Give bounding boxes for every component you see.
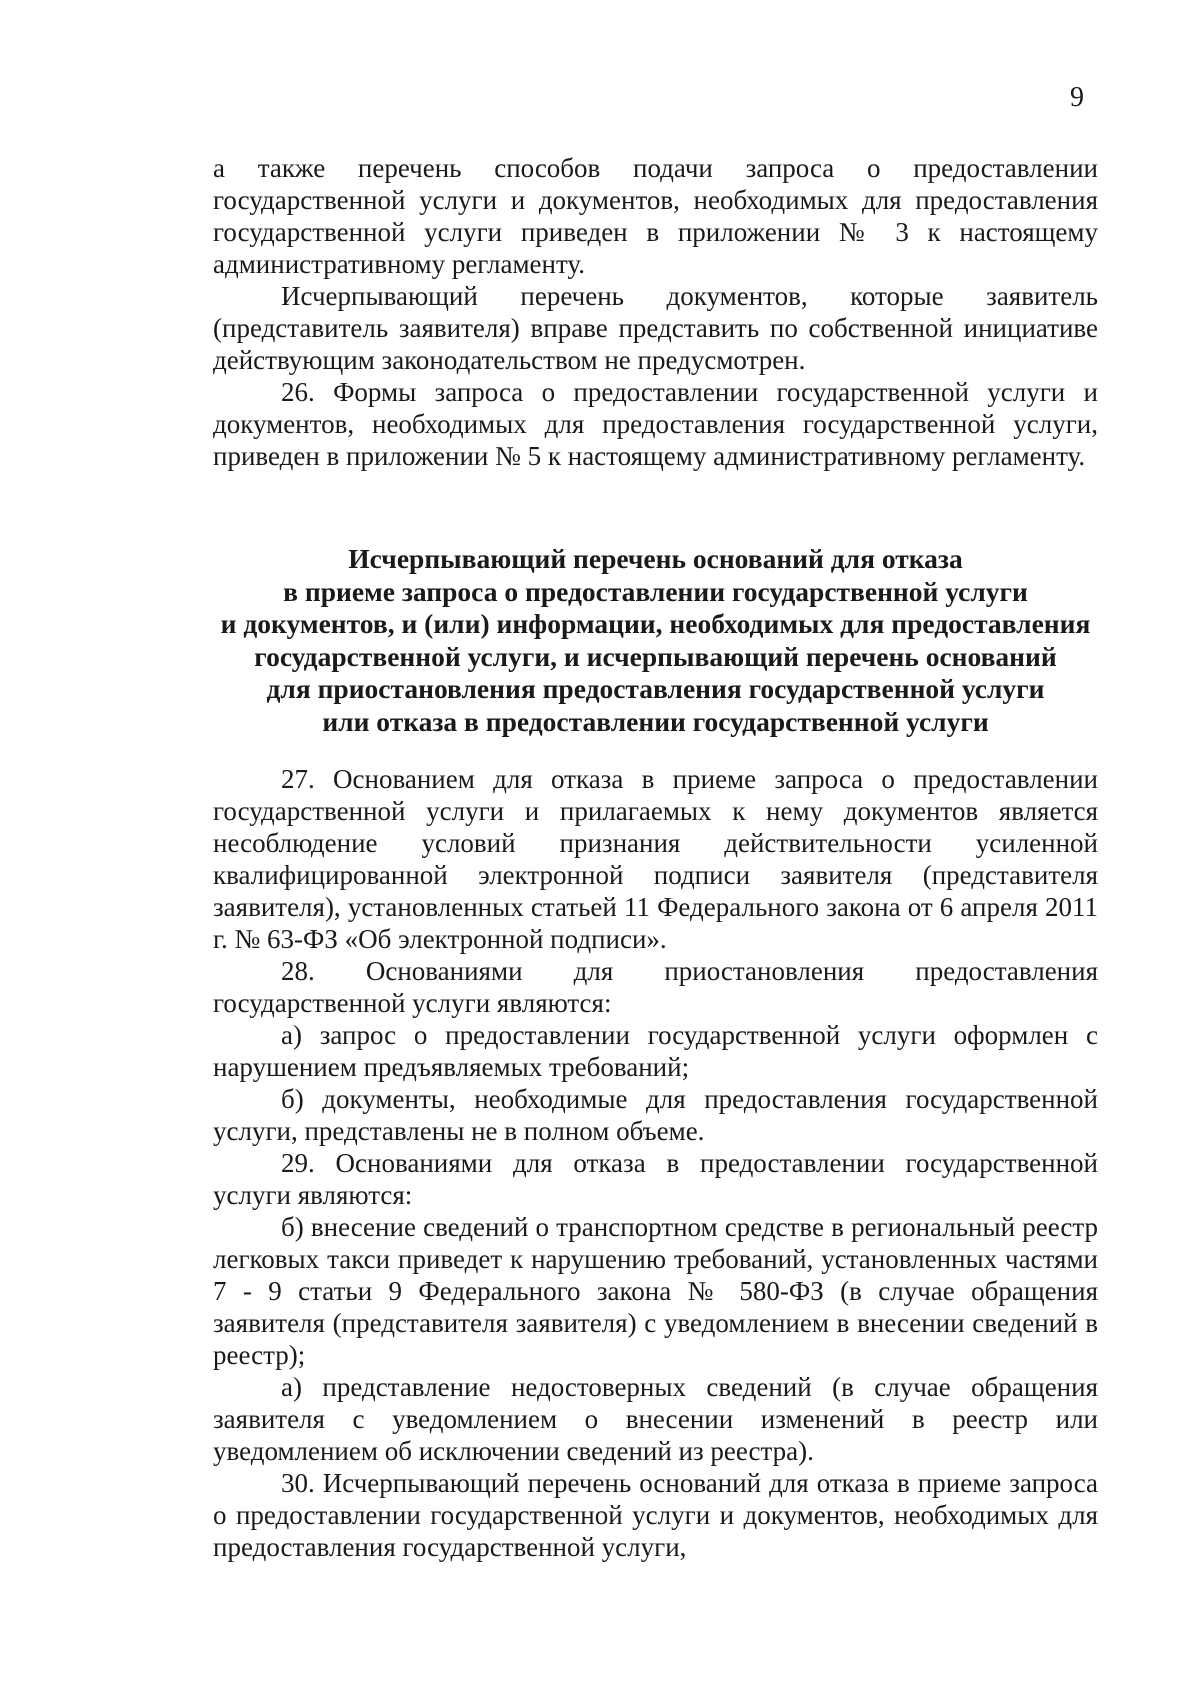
heading-line: государственной услуги, и исчерпывающий перечень оснований	[254, 640, 1057, 672]
paragraph-own-initiative-documents: Исчерпывающий перечень документов, которые заявитель (представитель заявителя) вправе представить по собственной инициативе действующим законодательством не предусмотрен.	[213, 281, 1098, 375]
paragraph-30: 30. Исчерпывающий перечень оснований для отказа в приеме запроса о предоставлении государственной услуги и документов, необходимых для предоставления государственной услуги,	[213, 1468, 1098, 1562]
heading-line: в приеме запроса о предоставлении государственной услуги	[283, 575, 1028, 607]
grounds-section	[213, 763, 1098, 1563]
paragraph-28-item-b: б) документы, необходимые для предоставления государственной услуги, представлены не в полном объеме.	[213, 1084, 1098, 1146]
heading-line: для приостановления предоставления государственной услуги	[266, 673, 1045, 704]
heading-line: Исчерпывающий перечень оснований для отказа	[348, 543, 963, 574]
intro-section	[213, 152, 1098, 472]
heading-line: и документов, и (или) информации, необходимых для предоставления	[220, 608, 1091, 639]
paragraph-submission-methods: а также перечень способов подачи запроса о предоставлении государственной услуги и документов, необходимых для предоставления государственной услуги приведен в приложении № 3 к настоящему административному регламенту.	[213, 153, 1098, 279]
paragraph-28-item-a: а) запрос о предоставлении государственной услуги оформлен с нарушением предъявляемых требований;	[213, 1020, 1098, 1082]
page-number: 9	[1070, 82, 1084, 113]
paragraph-27: 27. Основанием для отказа в приеме запроса о предоставлении государственной услуги и прилагаемых к нему документов является несоблюдение условий признания действительности усиленной квалифицированной электронной подписи заявителя (представителя заявителя), установленных статьей 11 Федерального закона от 6 апреля 2011 г. № 63-ФЗ «Об электронной подписи».	[213, 764, 1098, 954]
paragraph-29-item-a: а) представление недостоверных сведений (в случае обращения заявителя с уведомлением о внесении изменений в реестр или уведомлением об исключении сведений из реестра).	[213, 1372, 1098, 1466]
section-heading	[213, 543, 1098, 738]
heading-line: или отказа в предоставлении государственной услуги	[322, 705, 989, 737]
paragraph-28: 28. Основаниями для приостановления предоставления государственной услуги являются:	[213, 956, 1098, 1018]
paragraph-29-item-b: б) внесение сведений о транспортном средстве в региональный реестр легковых такси приведет к нарушению требований, установленных частями 7 - 9 статьи 9 Федерального закона № 580-ФЗ (в случае обращения заявителя (представителя заявителя) с уведомлением в внесении сведений в реестр);	[213, 1212, 1098, 1370]
paragraph-26-request-forms: 26. Формы запроса о предоставлении государственной услуги и документов, необходимых для предоставления государственной услуги, приведен в приложении № 5 к настоящему административному регламенту.	[213, 377, 1098, 471]
paragraph-29: 29. Основаниями для отказа в предоставлении государственной услуги являются:	[213, 1148, 1098, 1210]
